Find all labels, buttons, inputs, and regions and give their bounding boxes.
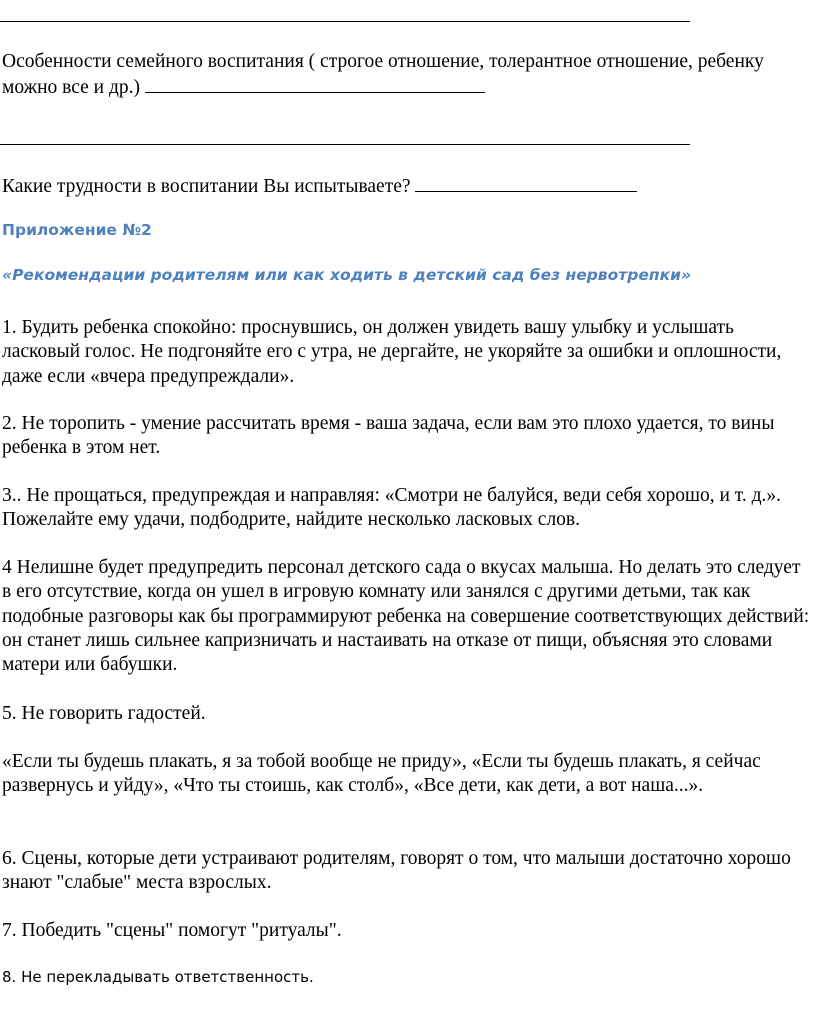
answer-blank (145, 74, 485, 93)
recommendation-item: 8. Не перекладывать ответственность. (2, 968, 314, 986)
recommendation-item: 5. Не говорить гадостей. (2, 703, 206, 724)
question-text: Какие трудности в воспитании Вы испытываете? (2, 176, 411, 197)
recommendations-heading: «Рекомендации родителям или как ходить в детский сад без нервотрепки» (2, 266, 692, 284)
answer-line (0, 144, 690, 145)
recommendation-example: «Если ты будешь плакать, я за тобой вообще не приду», «Если ты будешь плакать, я сейчас развернусь и уйду», «Что ты стоишь, как столб», «Все дети, как дети, а вот наша...». (2, 751, 761, 797)
question-difficulties (2, 173, 812, 199)
recommendation-item: 4 Нелишне будет предупредить персонал детского сада о вкусах малыша. Но делать это следует в его отсутствие, когда он ушел в игровую комнату или занялся с другими детьми, так как подобные разговоры как бы программируют ребенка на совершение соответствующих действий: он станет лишь сильнее капризничать и настаивать на отказе от пищи, объясняя это словами матери или бабушки. (2, 557, 810, 676)
question-family-upbringing (2, 50, 812, 101)
answer-line (0, 21, 690, 22)
recommendation-item: 7. Победить "сцены" помогут "ритуалы". (2, 920, 342, 941)
question-text: Особенности семейного воспитания ( строгое отношение, толерантное отношение, ребенку можно все и др.) (2, 51, 764, 99)
recommendation-item: 3.. Не прощаться, предупреждая и направляя: «Смотри не балуйся, веди себя хорошо, и т. д.». Пожелайте ему удачи, подбодрите, найдите несколько ласковых слов. (2, 485, 782, 531)
appendix-heading: Приложение №2 (2, 221, 152, 239)
recommendation-item: 1. Будить ребенка спокойно: проснувшись, он должен увидеть вашу улыбку и услышать ласковый голос. Не подгоняйте его с утра, не дергайте, не укоряйте за ошибки и оплошности, даже если «вчера предупреждали». (2, 317, 782, 387)
recommendation-item: 6. Сцены, которые дети устраивают родителям, говорят о том, что малыши достаточно хорошо знают "слабые" места взрослых. (2, 848, 791, 894)
recommendation-item: 2. Не торопить - умение рассчитать время - ваша задача, если вам это плохо удается, то вины ребенка в этом нет. (2, 413, 775, 459)
answer-blank (415, 173, 637, 192)
